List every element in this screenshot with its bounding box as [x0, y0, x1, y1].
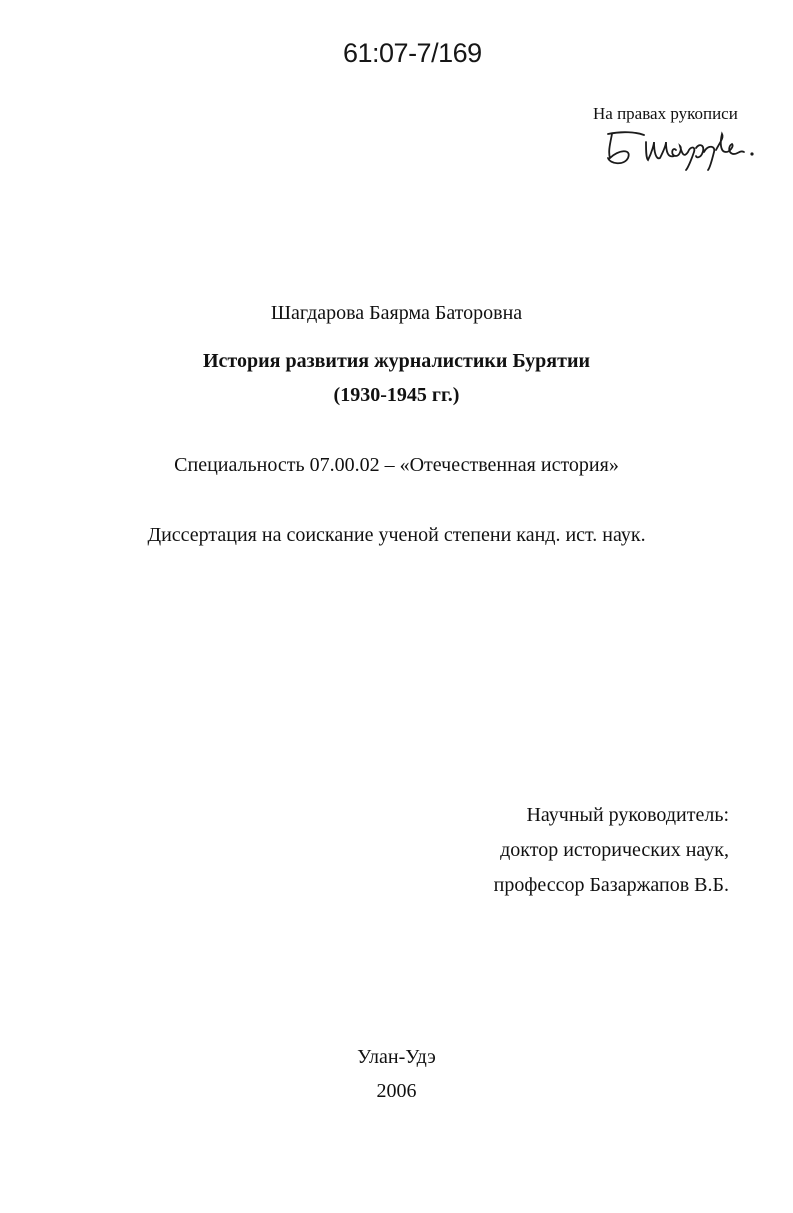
dissertation-title: История развития журналистики Бурятии	[203, 350, 590, 372]
handwritten-signature	[600, 128, 760, 174]
thesis-description: Диссертация на соискание ученой степени канд. ист. наук.	[147, 524, 646, 546]
dissertation-period: (1930-1945 гг.)	[333, 384, 460, 406]
supervisor-label: Научный руководитель:	[526, 804, 729, 826]
rights-note: На правах рукописи	[593, 104, 738, 123]
supervisor-degree: доктор исторических наук,	[500, 839, 729, 861]
city: Улан-Удэ	[357, 1046, 436, 1068]
supervisor-name: профессор Базаржапов В.Б.	[493, 874, 729, 896]
year: 2006	[376, 1080, 417, 1102]
specialty-line: Специальность 07.00.02 – «Отечественная история»	[174, 454, 619, 476]
catalog-number: 61:07-7/169	[343, 38, 482, 68]
author-name: Шагдарова Баярма Баторовна	[270, 302, 523, 324]
